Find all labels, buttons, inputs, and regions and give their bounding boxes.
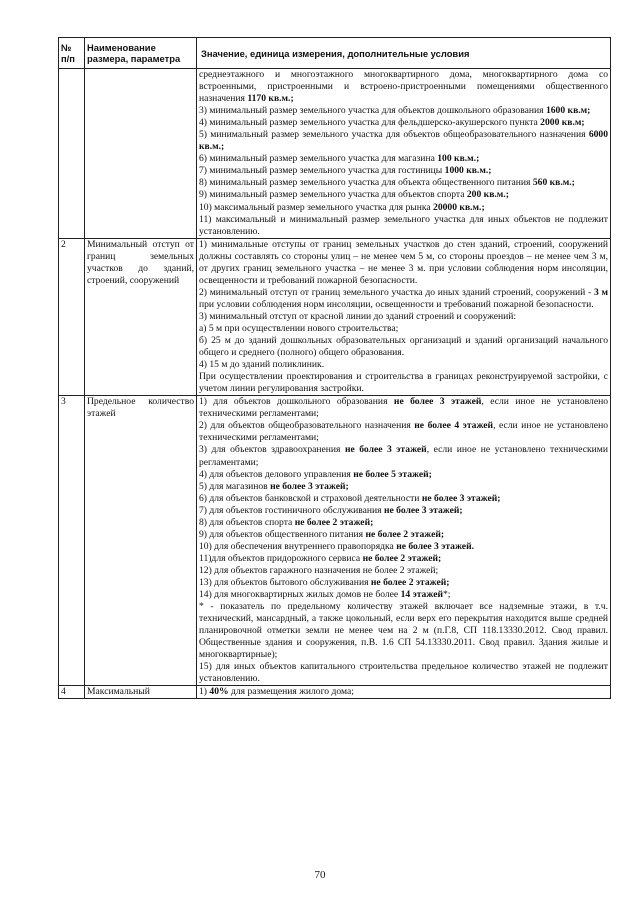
table-header-row bbox=[59, 38, 611, 69]
parameter-name-text: Максимальный bbox=[87, 686, 150, 698]
row-value bbox=[197, 396, 611, 686]
text-run: а) 5 м при осуществлении нового строительства; bbox=[199, 322, 399, 334]
text-run: 3) минимальный размер земельного участка для объектов дошкольного образования bbox=[199, 105, 546, 117]
row-parameter-name bbox=[85, 69, 197, 239]
text-run: 8) для объектов спорта bbox=[199, 516, 295, 528]
value-paragraph bbox=[199, 517, 608, 529]
parameter-name-text: Минимальный отступ от границ земельных участков до зданий, строений, сооружений bbox=[87, 238, 194, 286]
value-paragraph bbox=[199, 335, 608, 359]
bold-run: не более 3 этажей bbox=[344, 444, 427, 456]
bold-run: не более 2 этажей; bbox=[362, 552, 442, 564]
table-body bbox=[59, 69, 611, 699]
value-paragraph bbox=[199, 202, 608, 214]
value-paragraph bbox=[199, 469, 608, 481]
value-paragraph bbox=[199, 420, 608, 444]
text-run: 7) для объектов гостиничного обслуживания bbox=[199, 504, 384, 516]
text-run: , если иное не установлено техническими регламентами; bbox=[199, 420, 608, 444]
value-paragraph bbox=[199, 165, 608, 177]
text-run: 14) для многоквартирных жилых домов не более bbox=[199, 589, 401, 601]
row-value bbox=[197, 69, 611, 239]
value-paragraph bbox=[199, 177, 608, 189]
text-run: 9) минимальный размер земельного участка для объектов спорта bbox=[199, 189, 467, 201]
text-run: 1) минимальные отступы от границ земельных участков до стен зданий, строений, сооружений должны составлять со стороны улиц – не менее чем 5 м, со стороны проездов – не менее чем 3 м, от других границ земельного участка – не менее 3 м. при условии соблюдения норм инсоляции, освещенности и требований пожарной безопасности. bbox=[199, 238, 608, 286]
header-value: Значение, единица измерения, дополнительные условия bbox=[197, 38, 611, 69]
value-paragraph bbox=[199, 129, 608, 153]
value-paragraph bbox=[199, 69, 608, 105]
text-run: 11) максимальный и минимальный размер земельного участка для иных объектов не подлежит установлению. bbox=[199, 213, 608, 237]
table-row bbox=[59, 69, 611, 239]
header-num: № п/п bbox=[59, 38, 85, 69]
text-run: 5) для магазинов bbox=[199, 480, 271, 492]
row-number: 2 bbox=[59, 238, 85, 396]
bold-run: 100 кв.м.; bbox=[437, 153, 480, 165]
text-run: , если иное не установлено техническими регламентами; bbox=[199, 396, 609, 420]
header-name: Наименование размера, параметра bbox=[85, 38, 197, 69]
value-paragraph bbox=[199, 371, 608, 395]
text-run: *; bbox=[442, 589, 451, 601]
text-run: 4) минимальный размер земельного участка для фельдшерско-акушерского пункта bbox=[199, 117, 541, 129]
row-number: 4 bbox=[59, 686, 85, 699]
value-paragraph bbox=[199, 153, 608, 165]
text-run: среднеэтажного и многоэтажного многоквартирного дома, многоквартирного дома со встроенными, пристроенными и встроено-пристроенными помещениями общественного назначения bbox=[199, 69, 608, 105]
row-parameter-name bbox=[85, 686, 197, 699]
bold-run: 1000 кв.м.; bbox=[444, 165, 492, 177]
text-run: 15) для иных объектов капитального строительства предельное количество этажей не подлежит установлению. bbox=[199, 661, 608, 685]
value-paragraph bbox=[199, 105, 608, 117]
text-run: 2) для объектов общеобразовательного назначения bbox=[199, 420, 415, 432]
text-run: 4) для объектов делового управления bbox=[199, 468, 354, 480]
value-paragraph bbox=[199, 493, 608, 505]
value-paragraph bbox=[199, 541, 608, 553]
bold-run: не более 3 этажей; bbox=[421, 492, 501, 504]
text-run: 8) минимальный размер земельного участка для объекта общественного питания bbox=[199, 177, 533, 189]
text-run: 9) для объектов общественного питания bbox=[199, 528, 366, 540]
value-paragraph bbox=[199, 505, 608, 517]
value-paragraph bbox=[199, 529, 608, 541]
text-run: 10) максимальный размер земельного участка для рынка bbox=[199, 201, 434, 213]
text-run: 12) для объектов гаражного назначения не более 2 этажей; bbox=[199, 564, 439, 576]
bold-run: не более 3 этажей. bbox=[396, 540, 474, 552]
bold-run: 14 этажей bbox=[400, 589, 443, 601]
text-run: при условии соблюдения норм инсоляции, освещенности и требований пожарной безопасности. bbox=[199, 298, 594, 310]
bold-run: 200 кв.м.; bbox=[466, 189, 509, 201]
regulations-table bbox=[58, 37, 611, 699]
text-run: 1) bbox=[199, 686, 210, 698]
table-row bbox=[59, 396, 611, 686]
value-paragraph bbox=[199, 661, 608, 685]
text-run: 10) для обеспечения внутреннего правопорядка bbox=[199, 540, 397, 552]
table-row bbox=[59, 686, 611, 699]
value-paragraph bbox=[199, 189, 608, 201]
page-number: 70 bbox=[314, 869, 326, 881]
text-run: * - показатель по предельному количеству этажей включает все надземные этажи, в т.ч. технический, мансардный, а также цокольный, если верх его перекрытия находится выше средней планировочной отметки земли не менее чем на 2 м (п.Г.8, СП 118.13330.2012. Свод правил. Общественные здания и сооружения, п.В. 1.6 СП 54.13330.2011. Свод правил. Здания жилые и многоквартирные); bbox=[199, 601, 608, 661]
value-paragraph bbox=[199, 686, 608, 698]
bold-run: 6000 кв.м.; bbox=[199, 129, 608, 153]
bold-run: не более 5 этажей; bbox=[353, 468, 432, 480]
bold-run: не более 3 этажей; bbox=[270, 480, 349, 492]
bold-run: 3 м bbox=[593, 286, 608, 298]
bold-run: 560 кв.м.; bbox=[532, 177, 575, 189]
text-run: 3) для объектов здравоохранения bbox=[199, 444, 345, 456]
value-paragraph bbox=[199, 287, 608, 311]
text-run: б) 25 м до зданий дошкольных образовательных организаций и зданий организаций начального общего и среднего (полного) общего образования. bbox=[199, 335, 608, 359]
text-run: для размещения жилого дома; bbox=[228, 686, 354, 698]
row-parameter-name bbox=[85, 396, 197, 686]
text-run: 4) 15 м до зданий поликлиник. bbox=[199, 359, 325, 371]
value-paragraph bbox=[199, 396, 608, 420]
table-row bbox=[59, 238, 611, 396]
value-paragraph bbox=[199, 481, 608, 493]
value-paragraph bbox=[199, 214, 608, 238]
bold-run: 2000 кв.м; bbox=[540, 117, 585, 129]
text-run: 2) минимальный отступ от границ земельного участка до иных зданий строений, сооружений - bbox=[199, 286, 594, 298]
value-paragraph bbox=[199, 323, 608, 335]
bold-run: не более 2 этажей; bbox=[294, 516, 374, 528]
row-parameter-name bbox=[85, 238, 197, 396]
value-paragraph bbox=[199, 239, 608, 287]
bold-run: 1170 кв.м.; bbox=[247, 93, 294, 105]
row-value bbox=[197, 686, 611, 699]
text-run: , если иное не установлено техническими регламентами; bbox=[199, 444, 608, 468]
value-paragraph bbox=[199, 359, 608, 371]
row-number bbox=[59, 69, 85, 239]
text-run: 11)для объектов придорожного сервиса bbox=[199, 552, 363, 564]
value-paragraph bbox=[199, 553, 608, 565]
row-number: 3 bbox=[59, 396, 85, 686]
row-value bbox=[197, 238, 611, 396]
text-run: 7) минимальный размер земельного участка для гостиницы bbox=[199, 165, 445, 177]
text-run: 6) для объектов банковской и страховой деятельности bbox=[199, 492, 422, 504]
text-run: 3) минимальный отступ от красной линии до зданий строений и сооружений: bbox=[199, 310, 517, 322]
text-run: При осуществлении проектирования и строительства в границах реконструируемой застройки, с учетом линии регулирования застройки. bbox=[199, 371, 608, 395]
parameter-name-text: Предельное количество этажей bbox=[87, 396, 194, 420]
value-paragraph bbox=[199, 577, 608, 589]
bold-run: не более 4 этажей bbox=[414, 420, 494, 432]
text-run: 5) минимальный размер земельного участка для объектов общеобразовательного назначения bbox=[199, 129, 589, 141]
value-paragraph bbox=[199, 565, 608, 577]
value-paragraph bbox=[199, 311, 608, 323]
bold-run: не более 2 этажей; bbox=[370, 576, 450, 588]
bold-run: 1600 кв.м; bbox=[545, 105, 591, 117]
bold-run: 20000 кв.м.; bbox=[433, 201, 485, 213]
text-run: 6) минимальный размер земельного участка для магазина bbox=[199, 153, 438, 165]
value-paragraph bbox=[199, 601, 608, 661]
value-paragraph bbox=[199, 117, 608, 129]
bold-run: не более 3 этажей; bbox=[383, 504, 463, 516]
text-run: 1) для объектов дошкольного образования bbox=[199, 396, 394, 408]
bold-run: 40% bbox=[209, 686, 229, 698]
value-paragraph bbox=[199, 444, 608, 468]
bold-run: не более 2 этажей; bbox=[365, 528, 445, 540]
bold-run: не более 3 этажей bbox=[393, 396, 482, 408]
text-run: 13) для объектов бытового обслуживания bbox=[199, 576, 371, 588]
value-paragraph bbox=[199, 589, 608, 601]
